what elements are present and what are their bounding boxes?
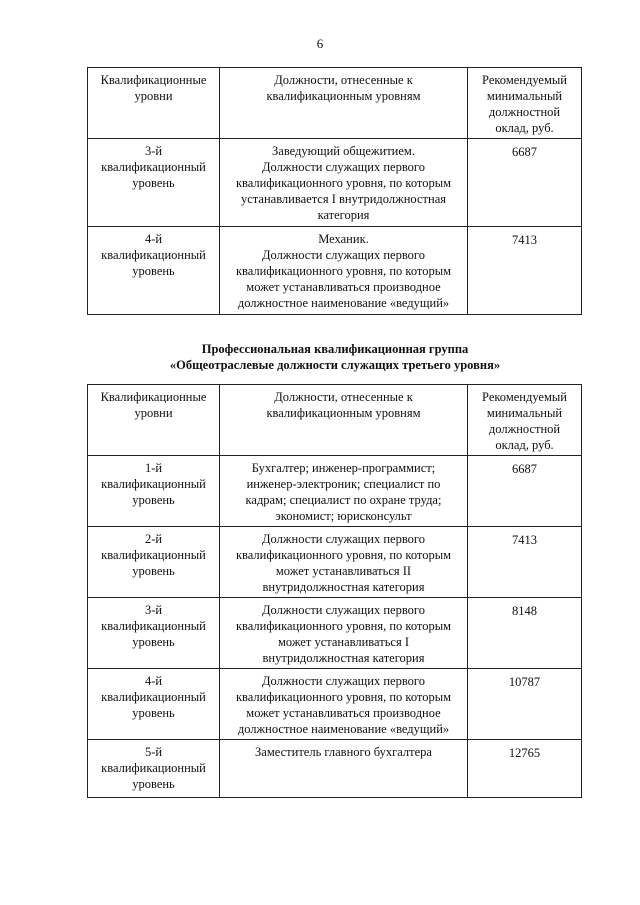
level-text: 5-й квалификационный уровень xyxy=(101,745,206,791)
header-salary-text: Рекомендуемый минимальный должностной оклад, руб. xyxy=(482,73,567,135)
positions-text: Бухгалтер; инженер-программист; инженер-электроник; специалист по кадрам; специалист по охране труда; экономист; юрисконсульт xyxy=(245,461,442,523)
salary-cell xyxy=(468,669,582,740)
salary-value: 7413 xyxy=(512,533,537,547)
header-salary xyxy=(468,68,582,139)
positions-text: Должности служащих первого квалификационного уровня, по которым может устанавливаться II внутридолжностная категория xyxy=(235,532,452,594)
salary-cell xyxy=(468,740,582,798)
salary-value: 7413 xyxy=(512,233,537,247)
positions-cell xyxy=(220,598,468,669)
header-levels-text: Квалификационные уровни xyxy=(100,390,207,420)
level-text: 4-й квалификационный уровень xyxy=(101,232,206,278)
salary-value: 6687 xyxy=(512,462,537,476)
positions-cell xyxy=(220,527,468,598)
header-levels xyxy=(88,68,220,139)
salary-value: 10787 xyxy=(508,675,541,689)
positions-cell xyxy=(220,139,468,227)
salary-cell xyxy=(468,598,582,669)
positions-text: Должности служащих первого квалификационного уровня, по которым может устанавливаться производное должностное наименование «ведущий» xyxy=(235,674,452,736)
table-row xyxy=(88,139,582,227)
salary-value: 8148 xyxy=(512,604,537,618)
level-text: 3-й квалификационный уровень xyxy=(101,603,206,649)
header-levels-text: Квалификационные уровни xyxy=(100,73,207,103)
positions-text: Механик. Должности служащих первого квалификационного уровня, по которым может устанавливаться производное должностное наименование «ведущий» xyxy=(235,232,452,310)
level-cell xyxy=(88,456,220,527)
positions-text: Заведующий общежитием. Должности служащих первого квалификационного уровня, по которым устанавливается I внутридолжностная категория xyxy=(235,144,452,222)
header-positions-text: Должности, отнесенные к квалификационным уровням xyxy=(266,390,421,420)
table-row xyxy=(88,527,582,598)
table-row xyxy=(88,598,582,669)
salary-cell xyxy=(468,527,582,598)
level-cell xyxy=(88,227,220,315)
salary-cell xyxy=(468,456,582,527)
table-row xyxy=(88,669,582,740)
level-text: 2-й квалификационный уровень xyxy=(101,532,206,578)
group-heading-line1: Профессиональная квалификационная группа xyxy=(201,342,469,356)
positions-cell xyxy=(220,456,468,527)
level-cell xyxy=(88,740,220,798)
positions-cell xyxy=(220,227,468,315)
header-salary xyxy=(468,385,582,456)
table-header-row xyxy=(88,385,582,456)
salary-value: 6687 xyxy=(512,145,537,159)
positions-text: Должности служащих первого квалификационного уровня, по которым может устанавливаться I внутридолжностная категория xyxy=(235,603,452,665)
group-heading xyxy=(0,341,640,373)
header-positions xyxy=(220,385,468,456)
salary-value: 12765 xyxy=(508,746,541,760)
level-cell xyxy=(88,669,220,740)
table-row xyxy=(88,456,582,527)
header-positions-text: Должности, отнесенные к квалификационным уровням xyxy=(266,73,421,103)
page-number: 6 xyxy=(316,36,324,51)
level-text: 1-й квалификационный уровень xyxy=(101,461,206,507)
salary-cell xyxy=(468,227,582,315)
level-cell xyxy=(88,139,220,227)
salary-table-2 xyxy=(87,384,582,798)
positions-cell xyxy=(220,669,468,740)
header-positions xyxy=(220,68,468,139)
salary-cell xyxy=(468,139,582,227)
group-heading-line2: «Общеотраслевые должности служащих третьего уровня» xyxy=(169,358,501,372)
table-row xyxy=(88,740,582,798)
level-cell xyxy=(88,527,220,598)
header-levels xyxy=(88,385,220,456)
table-header-row xyxy=(88,68,582,139)
level-text: 4-й квалификационный уровень xyxy=(101,674,206,720)
positions-cell xyxy=(220,740,468,798)
header-salary-text: Рекомендуемый минимальный должностной оклад, руб. xyxy=(482,390,567,452)
positions-text: Заместитель главного бухгалтера xyxy=(255,745,432,759)
level-cell xyxy=(88,598,220,669)
salary-table-1 xyxy=(87,67,582,315)
table-row xyxy=(88,227,582,315)
level-text: 3-й квалификационный уровень xyxy=(101,144,206,190)
